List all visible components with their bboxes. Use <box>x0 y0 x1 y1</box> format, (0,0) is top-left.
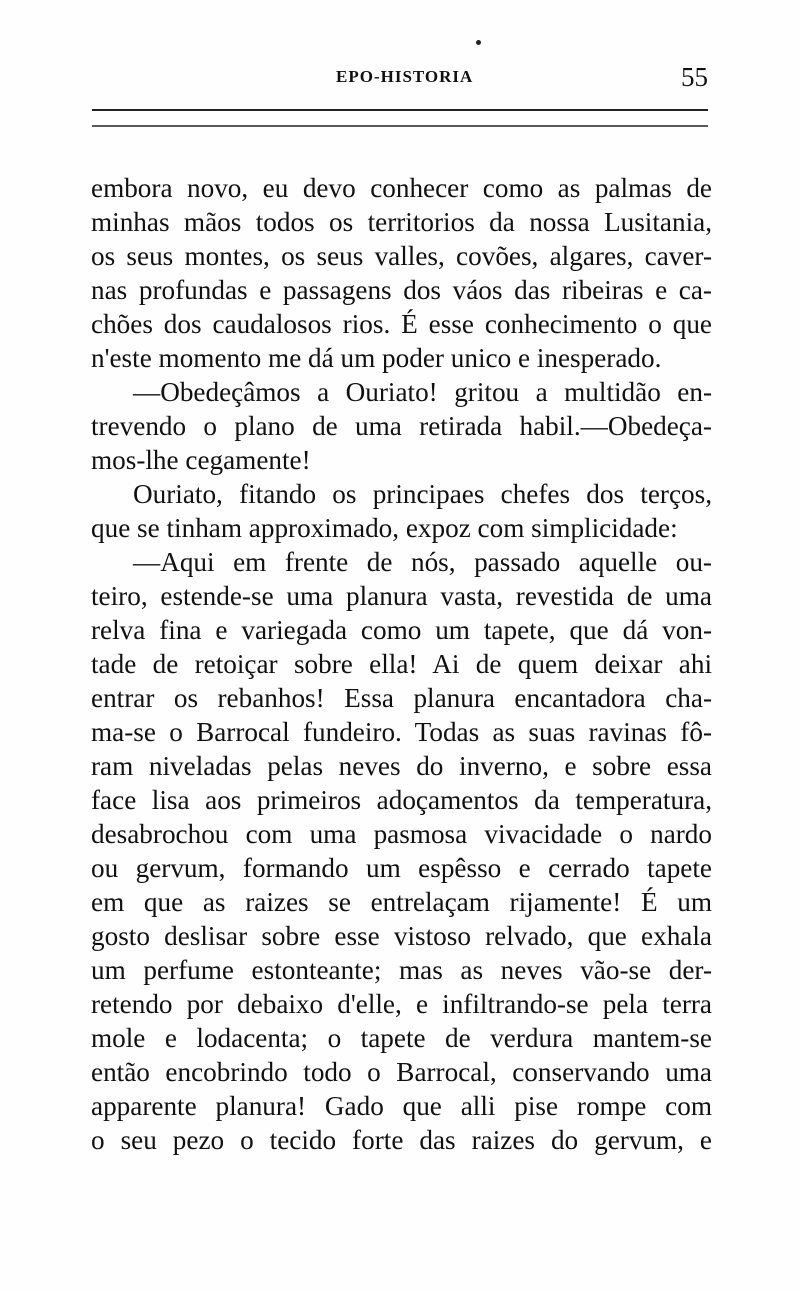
text-line: mole e lodacenta; o tapete de verdura mantem-se <box>91 1023 712 1053</box>
header-rule-top <box>92 109 708 111</box>
header-rule-bottom <box>92 125 708 127</box>
text-line: Ouriato, fitando os principaes chefes dos terços, <box>133 479 712 509</box>
text-line: em que as raizes se entrelaçam rijamente! É um <box>91 887 712 917</box>
ink-speck <box>476 40 481 45</box>
text-line: nas profundas e passagens dos váos das ribeiras e ca- <box>91 275 712 305</box>
text-line: relva fina e variegada como um tapete, que dá von- <box>91 615 712 645</box>
text-line: minhas mãos todos os territorios da nossa Lusitania, <box>91 207 712 237</box>
text-line: o seu pezo o tecido forte das raizes do gervum, e <box>91 1125 712 1155</box>
text-line: chões dos caudalosos rios. É esse conhecimento o que <box>91 309 712 339</box>
text-line: um perfume estonteante; mas as neves vão-se der- <box>91 955 712 985</box>
text-line: apparente planura! Gado que alli pise rompe com <box>91 1091 712 1121</box>
text-line: desabrochou com uma pasmosa vivacidade o nardo <box>91 819 712 849</box>
text-line: então encobrindo todo o Barrocal, conservando uma <box>91 1057 712 1087</box>
text-line: —Aqui em frente de nós, passado aquelle ou- <box>133 547 712 577</box>
text-line: ram niveladas pelas neves do inverno, e sobre essa <box>91 751 712 781</box>
text-line: face lisa aos primeiros adoçamentos da temperatura, <box>91 785 712 815</box>
text-line: —Obedeçâmos a Ouriato! gritou a multidão en- <box>133 377 712 407</box>
text-line: gosto deslisar sobre esse vistoso relvado, que exhala <box>91 921 712 951</box>
text-line: retendo por debaixo d'elle, e infiltrando-se pela terra <box>91 989 712 1019</box>
page-number: 55 <box>681 62 708 92</box>
text-line: que se tinham approximado, expoz com simplicidade: <box>91 513 678 543</box>
text-line: ma-se o Barrocal fundeiro. Todas as suas ravinas fô- <box>91 717 712 747</box>
text-line: os seus montes, os seus valles, covões, algares, caver- <box>91 241 712 271</box>
text-line: teiro, estende-se uma planura vasta, revestida de uma <box>91 581 712 611</box>
text-line: ou gervum, formando um espêsso e cerrado tapete <box>91 853 712 883</box>
text-line: tade de retoiçar sobre ella! Ai de quem deixar ahi <box>91 649 712 679</box>
running-header <box>92 62 710 102</box>
text-line: mos-lhe cegamente! <box>91 445 311 475</box>
running-title: EPO-HISTORIA <box>336 67 474 86</box>
text-line: entrar os rebanhos! Essa planura encantadora cha- <box>91 683 712 713</box>
body-text <box>91 171 712 1157</box>
text-line: n'este momento me dá um poder unico e inesperado. <box>91 343 662 373</box>
text-line: trevendo o plano de uma retirada habil.—Obedeça- <box>91 411 712 441</box>
text-line: embora novo, eu devo conhecer como as palmas de <box>91 173 712 203</box>
